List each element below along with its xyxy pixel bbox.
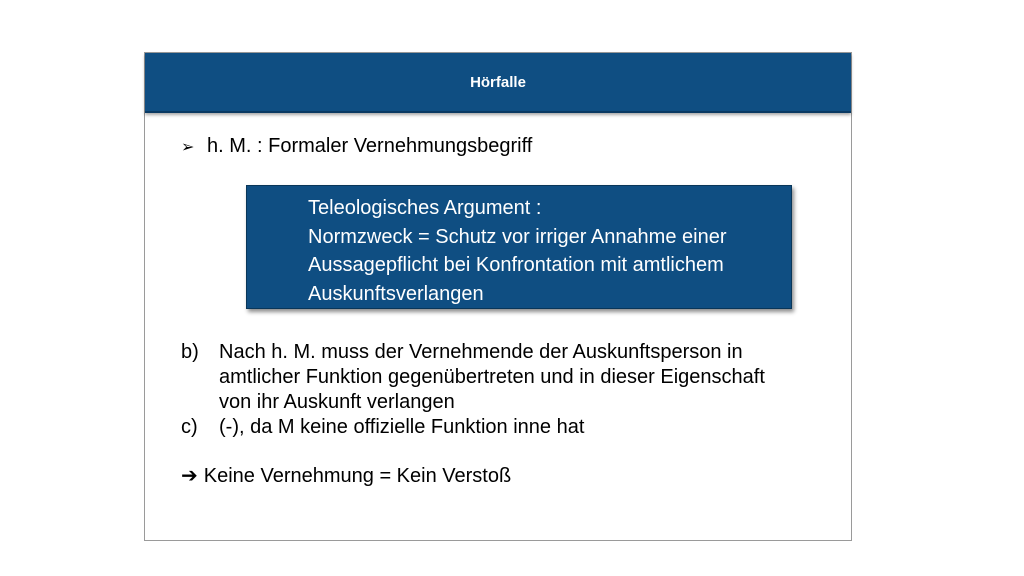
conclusion — [181, 463, 511, 488]
list-item-b — [181, 340, 765, 415]
slide-title: Hörfalle — [470, 74, 526, 91]
argument-text — [308, 194, 727, 308]
argument-line-1: Teleologisches Argument : — [308, 197, 542, 219]
slide-frame — [144, 52, 852, 541]
main-bullet — [181, 135, 532, 158]
list-marker-c: c) — [181, 416, 198, 438]
conclusion-text: Keine Vernehmung = Kein Verstoß — [203, 465, 512, 487]
argument-box — [246, 185, 792, 309]
argument-line-3: Aussagepflicht bei Konfrontation mit amtlichem — [308, 254, 724, 276]
main-bullet-text: h. M. : Formaler Vernehmungsbegriff — [207, 135, 533, 157]
list-item-c-line-1: (-), da M keine offizielle Funktion inne hat — [219, 416, 585, 438]
list-item-c — [181, 415, 765, 440]
header-bar — [145, 53, 851, 113]
list-item-b-line-2: amtlicher Funktion gegenübertreten und in dieser Eigenschaft — [219, 366, 765, 388]
argument-line-2: Normzweck = Schutz vor irriger Annahme einer — [308, 225, 727, 248]
bold-right-arrow-icon: ➔ — [181, 465, 198, 487]
argument-line-4: Auskunftsverlangen — [308, 282, 484, 305]
list-item-b-line-1: Nach h. M. muss der Vernehmende der Auskunftsperson in — [219, 341, 743, 363]
list-item-b-line-3: von ihr Auskunft verlangen — [219, 391, 455, 413]
list-marker-b: b) — [181, 341, 199, 363]
enumerated-list — [181, 340, 765, 440]
arrowhead-bullet-icon: ➢ — [181, 139, 195, 156]
